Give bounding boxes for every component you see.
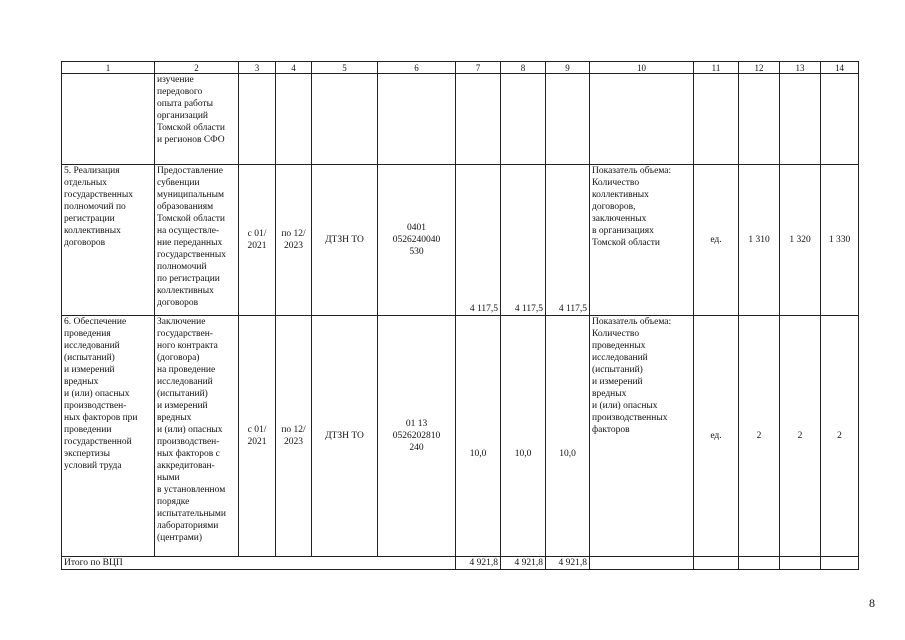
cell-amount-2022: 10,0 [501, 316, 546, 557]
col-number-4: 4 [276, 62, 312, 74]
cell [739, 74, 780, 165]
cell-start: с 01/ 2021 [239, 165, 276, 316]
col-number-6: 6 [378, 62, 456, 74]
cell-target-2023: 2 [821, 316, 859, 557]
cell-budget-code: 01 13 0526202810 240 [378, 316, 456, 557]
cell [780, 74, 821, 165]
cell [590, 74, 694, 165]
cell-budget-code: 0401 0526240040 530 [378, 165, 456, 316]
col-number-2: 2 [155, 62, 239, 74]
col-number-12: 12 [739, 62, 780, 74]
cell [62, 74, 155, 165]
cell-task: 6. Обеспечение проведения исследований (испытаний) и измерений вредных и (или) опасных производствен- ных факторов при проведении государственной экспертизы условий труда [62, 316, 155, 557]
cell-target-2022: 1 320 [780, 165, 821, 316]
col-number-1: 1 [62, 62, 155, 74]
col-number-13: 13 [780, 62, 821, 74]
cell-end: по 12/ 2023 [276, 316, 312, 557]
cell-amount-2023: 10,0 [546, 316, 590, 557]
cell-amount-2022: 4 117,5 [501, 165, 546, 316]
cell-activity: Предоставление субвенции муниципальным образованиям Томской области на осуществле- ние переданных государственных полномочий по регистрации коллективных договоров [155, 165, 239, 316]
cell-target-2022: 2 [780, 316, 821, 557]
cell [821, 74, 859, 165]
cell [378, 74, 456, 165]
cell [694, 74, 739, 165]
page-number: 8 [869, 596, 875, 610]
cell [239, 74, 276, 165]
cell-target-2021: 2 [739, 316, 780, 557]
total-2021: 4 921,8 [456, 557, 501, 570]
cell-unit: ед. [694, 165, 739, 316]
cell-amount-2021: 4 117,5 [456, 165, 501, 316]
cell-task: 5. Реализация отдельных государственных полномочий по регистрации коллективных договоров [62, 165, 155, 316]
cell-activity: Заключение государствен- ного контракта (договора) на проведение исследований (испытаний) и измерений вредных и (или) опасных производствен- ных факторов с аккредитован- ными в установленном порядке испытательными лабораториями (центрами) [155, 316, 239, 557]
col-number-5: 5 [312, 62, 378, 74]
cell [546, 74, 590, 165]
cell-executor: ДТЗН ТО [312, 165, 378, 316]
cell [590, 557, 694, 570]
col-number-11: 11 [694, 62, 739, 74]
table-row-continuation [62, 74, 859, 165]
table-row-6 [62, 316, 859, 557]
cell-target-2021: 1 310 [739, 165, 780, 316]
cell [501, 74, 546, 165]
cell-indicator: Показатель объема: Количество коллективных договоров, заключенных в организациях Томской области [590, 165, 694, 316]
column-number-row [62, 62, 859, 74]
col-number-10: 10 [590, 62, 694, 74]
total-label: Итого по ВЦП [62, 557, 456, 570]
cell-indicator: Показатель объема: Количество проведенных исследований (испытаний) и измерений вредных и (или) опасных производственных факторов [590, 316, 694, 557]
cell [739, 557, 780, 570]
cell-end: по 12/ 2023 [276, 165, 312, 316]
cell-amount-2021: 10,0 [456, 316, 501, 557]
col-number-9: 9 [546, 62, 590, 74]
table-row-5 [62, 165, 859, 316]
cell-target-2023: 1 330 [821, 165, 859, 316]
cell [780, 557, 821, 570]
cell-executor: ДТЗН ТО [312, 316, 378, 557]
total-2022: 4 921,8 [501, 557, 546, 570]
cell [312, 74, 378, 165]
col-number-14: 14 [821, 62, 859, 74]
col-number-8: 8 [501, 62, 546, 74]
cell-unit: ед. [694, 316, 739, 557]
cell [456, 74, 501, 165]
cell-start: с 01/ 2021 [239, 316, 276, 557]
total-2023: 4 921,8 [546, 557, 590, 570]
col-number-7: 7 [456, 62, 501, 74]
cell-activity: изучение передового опыта работы организаций Томской области и регионов СФО [155, 74, 239, 165]
cell [821, 557, 859, 570]
col-number-3: 3 [239, 62, 276, 74]
program-table [61, 61, 859, 570]
total-row [62, 557, 859, 570]
cell [276, 74, 312, 165]
cell-amount-2023: 4 117,5 [546, 165, 590, 316]
cell [694, 557, 739, 570]
